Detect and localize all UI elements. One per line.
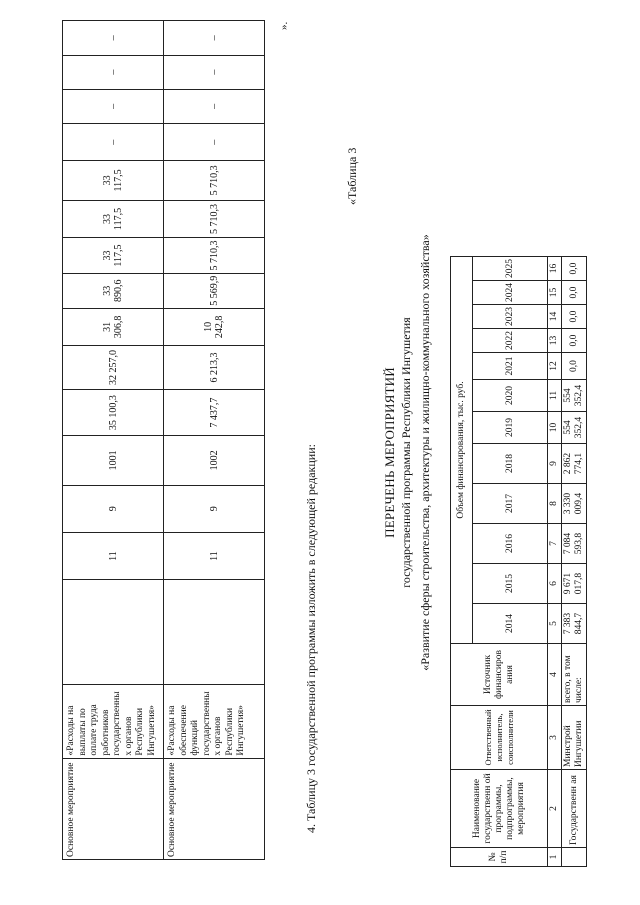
cell-2018: 33 117,5	[63, 238, 164, 273]
year-2016: 2016	[473, 524, 548, 564]
year-2022: 2022	[473, 329, 548, 353]
cell-2019: 33 117,5	[63, 200, 164, 238]
cell-col5: 9	[63, 485, 164, 532]
cell-2020: 5 710,3	[164, 161, 265, 200]
cell-2014: 35 100,3	[63, 390, 164, 436]
cell-2021: –	[164, 124, 265, 161]
cell-2024: –	[164, 21, 265, 56]
header-num: № п/п	[451, 848, 548, 867]
cell-2016: 10 242,8	[164, 308, 265, 345]
table-row	[63, 21, 164, 860]
cell-col3	[164, 580, 265, 685]
year-2017: 2017	[473, 484, 548, 524]
header-source: Источник финансиров ания	[451, 644, 548, 706]
cell-col6: 1002	[164, 436, 265, 486]
cell-col4: 11	[164, 532, 265, 580]
cell-description: «Расходы на выплаты по оплате труда работников государственны х органов Республики Ингушетия»	[63, 685, 164, 758]
cell-2014: 7 437,7	[164, 390, 265, 436]
column-number-row	[548, 257, 562, 867]
cell-2023: –	[63, 55, 164, 89]
cell-2016: 31 306,8	[63, 308, 164, 345]
year-2015: 2015	[473, 564, 548, 604]
row-name: Государственн ая	[562, 770, 587, 848]
document-subtitle: государственной программы Республики Ингушетия	[399, 317, 413, 588]
year-2024: 2024	[473, 281, 548, 305]
cell-type: Основное мероприятие	[63, 758, 164, 859]
row-responsible: Минстрой Ингушетии	[562, 706, 587, 770]
table-reference: «Таблица 3	[345, 147, 359, 205]
cell-2018: 5 710,3	[164, 238, 265, 273]
colnum-9: 9	[548, 444, 562, 484]
colnum-13: 13	[548, 329, 562, 353]
colnum-14: 14	[548, 305, 562, 329]
cell-2023: –	[164, 55, 265, 89]
colnum-2: 2	[548, 770, 562, 848]
row-num	[562, 848, 587, 867]
colnum-10: 10	[548, 412, 562, 444]
value-2019: 554 352,4	[562, 412, 587, 444]
year-2021: 2021	[473, 353, 548, 380]
cell-2022: –	[63, 89, 164, 124]
year-2020: 2020	[473, 380, 548, 412]
year-2018: 2018	[473, 444, 548, 484]
intro-paragraph: 4. Таблицу 3 государственной программы изложить в следующей редакции:	[304, 444, 318, 833]
colnum-15: 15	[548, 281, 562, 305]
colnum-4: 4	[548, 644, 562, 706]
value-2016: 7 084 593,8	[562, 524, 587, 564]
cell-col6: 1001	[63, 436, 164, 486]
year-2025: 2025	[473, 257, 548, 281]
header-funding: Объем финансирования, тыс. руб.	[451, 257, 473, 644]
value-2022: 0,0	[562, 329, 587, 353]
colnum-11: 11	[548, 380, 562, 412]
colnum-12: 12	[548, 353, 562, 380]
value-2023: 0,0	[562, 305, 587, 329]
cell-col3	[63, 580, 164, 685]
cell-2017: 33 890,6	[63, 273, 164, 308]
colnum-3: 3	[548, 706, 562, 770]
table-row	[164, 21, 265, 860]
value-2025: 0,0	[562, 257, 587, 281]
document-title: ПЕРЕЧЕНЬ МЕРОПРИЯТИЙ	[382, 367, 397, 538]
value-2021: 0,0	[562, 353, 587, 380]
colnum-5: 5	[548, 604, 562, 644]
cell-description: «Расходы на обеспечение функций государственны х органов Республики Ингушетия»	[164, 685, 265, 758]
value-2015: 9 671 017,8	[562, 564, 587, 604]
year-2019: 2019	[473, 412, 548, 444]
cell-2022: –	[164, 89, 265, 124]
cell-2015: 6 213,3	[164, 345, 265, 389]
table-row	[562, 257, 587, 867]
cell-2020: 33 117,5	[63, 161, 164, 200]
colnum-1: 1	[548, 848, 562, 867]
value-2024: 0,0	[562, 281, 587, 305]
cell-2019: 5 710,3	[164, 200, 265, 238]
cell-type: Основное мероприятие	[164, 758, 265, 859]
colnum-16: 16	[548, 257, 562, 281]
year-2014: 2014	[473, 604, 548, 644]
value-2018: 2 862 774,1	[562, 444, 587, 484]
colnum-8: 8	[548, 484, 562, 524]
program-name: «Развитие сферы строительства, архитектуры и жилищно-коммунального хозяйства»	[418, 234, 432, 671]
header-responsible: Ответственный исполнитель, соисполнители	[451, 706, 548, 770]
year-2023: 2023	[473, 305, 548, 329]
row-source: всего, в том числе:	[562, 644, 587, 706]
colnum-7: 7	[548, 524, 562, 564]
value-2017: 3 330 009,4	[562, 484, 587, 524]
cell-col5: 9	[164, 485, 265, 532]
cell-2024: –	[63, 21, 164, 56]
header-name: Наименование государственн ой программы, подпрограммы, мероприятия	[451, 770, 548, 848]
measures-table	[450, 256, 587, 867]
value-2020: 554 352,4	[562, 380, 587, 412]
colnum-6: 6	[548, 564, 562, 604]
cell-2017: 5 569,9	[164, 273, 265, 308]
cell-col4: 11	[63, 532, 164, 580]
cell-2015: 32 257,0	[63, 345, 164, 389]
value-2014: 7 383 844,7	[562, 604, 587, 644]
cell-2021: –	[63, 124, 164, 161]
continuation-table	[62, 20, 265, 860]
header-row	[451, 257, 473, 867]
closing-quote-mark: ».	[278, 21, 290, 30]
